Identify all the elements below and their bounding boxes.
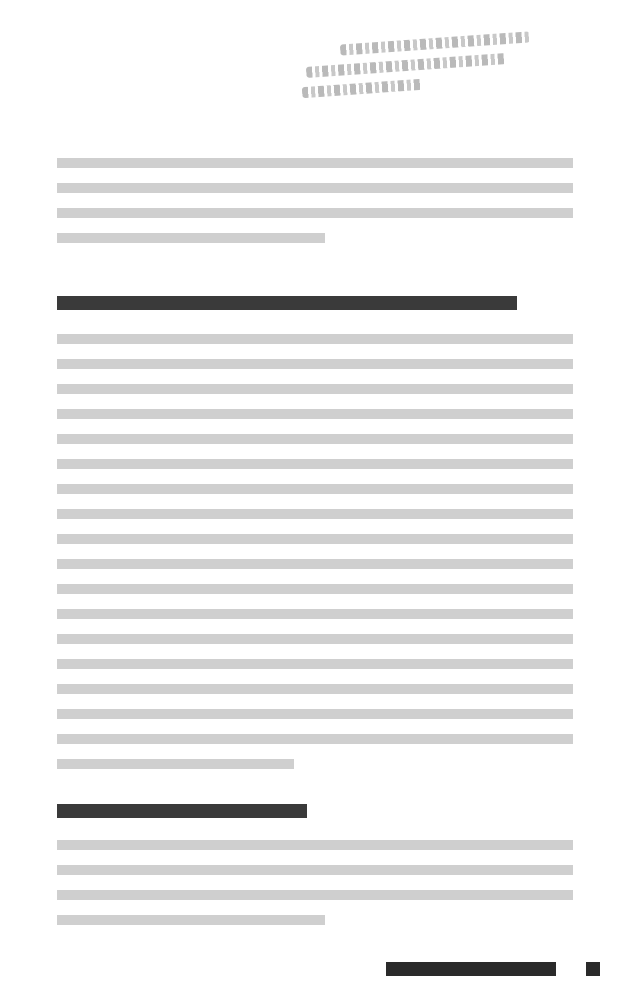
text-line xyxy=(57,576,573,601)
text-line xyxy=(57,476,573,501)
text-line xyxy=(57,501,573,526)
paragraph-3 xyxy=(57,832,573,932)
text-line xyxy=(57,882,573,907)
text-line xyxy=(57,451,573,476)
text-line xyxy=(57,150,573,175)
text-line xyxy=(57,225,573,250)
text-line xyxy=(57,907,573,932)
text-line xyxy=(57,526,573,551)
text-line xyxy=(57,376,573,401)
text-line xyxy=(57,175,573,200)
text-line xyxy=(57,751,573,776)
section-heading-1 xyxy=(57,292,517,314)
paragraph-1 xyxy=(57,150,573,250)
text-line xyxy=(57,676,573,701)
text-line xyxy=(57,551,573,576)
text-line xyxy=(57,701,573,726)
text-line xyxy=(57,601,573,626)
paragraph-2 xyxy=(57,326,573,776)
running-footer xyxy=(386,962,556,976)
stamp xyxy=(300,28,540,110)
text-line xyxy=(57,726,573,751)
stamp-line-3 xyxy=(302,79,422,98)
text-line xyxy=(57,326,573,351)
text-line xyxy=(57,857,573,882)
stamp-line-2 xyxy=(306,53,506,78)
text-line xyxy=(57,401,573,426)
text-line xyxy=(57,626,573,651)
section-heading-2 xyxy=(57,800,307,822)
text-line xyxy=(57,200,573,225)
stamp-line-1 xyxy=(340,31,530,55)
text-line xyxy=(57,351,573,376)
page-number xyxy=(586,962,600,976)
text-line xyxy=(57,651,573,676)
text-line xyxy=(57,426,573,451)
text-line xyxy=(57,832,573,857)
